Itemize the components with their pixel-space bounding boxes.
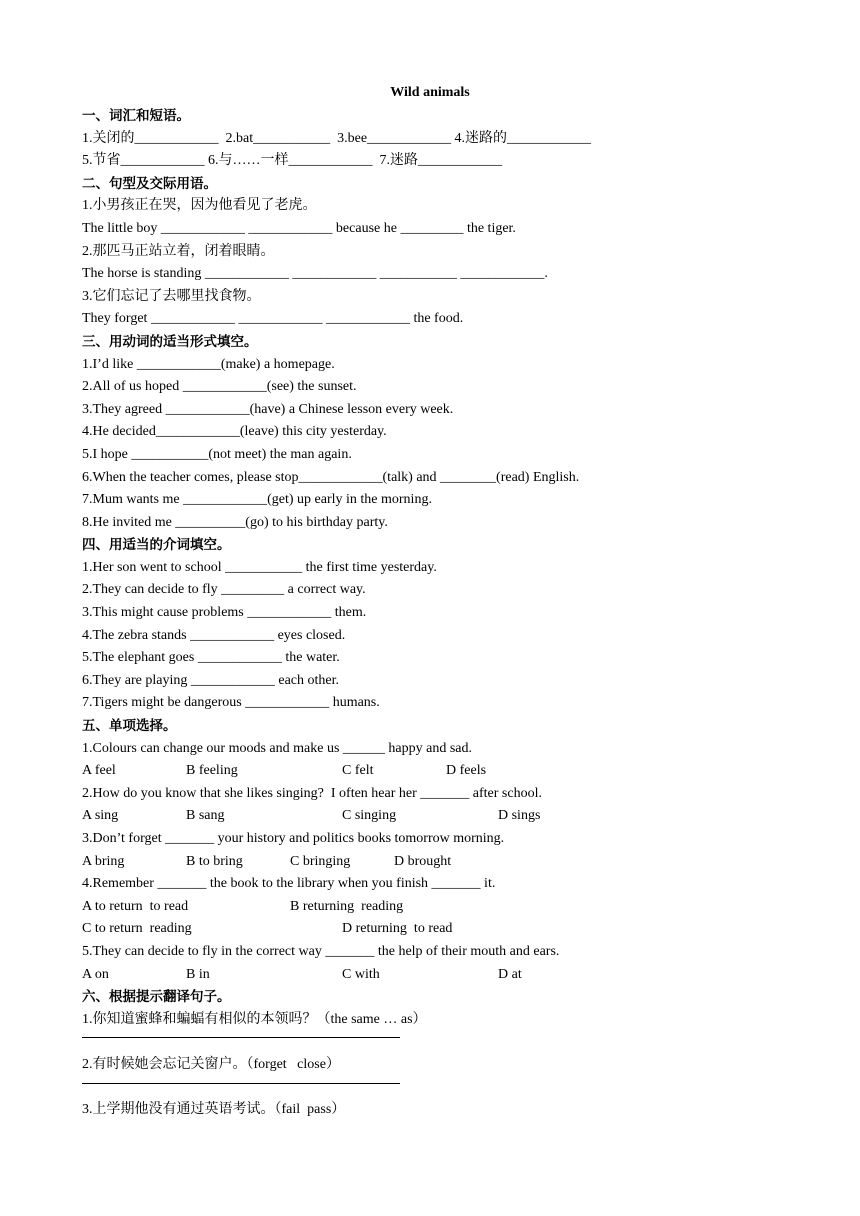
sentence-2-chinese: 2.那匹马正站立着，闭着眼睛。 <box>82 243 275 259</box>
verb-item: 5.I hope ___________(not meet) the man again. <box>82 446 352 462</box>
mc-question-4: 4.Remember _______ the book to the library when you finish _______ it. <box>82 876 496 892</box>
mc-options-4b <box>82 918 782 941</box>
preposition-item: 3.This might cause problems ____________ them. <box>82 605 367 621</box>
mc-option: D at <box>498 966 522 982</box>
mc-option: D sings <box>498 808 541 824</box>
mc-options-3 <box>82 851 782 874</box>
preposition-item: 6.They are playing ____________ each other. <box>82 672 339 688</box>
mc-option: C bringing <box>290 853 351 869</box>
page-title: Wild animals <box>390 85 470 100</box>
section-heading-sentences: 二、句型及交际用语。 <box>82 175 217 192</box>
mc-options-2 <box>82 805 782 828</box>
mc-option: C felt <box>342 763 374 779</box>
mc-option: A on <box>82 966 109 982</box>
mc-option: A bring <box>82 853 125 869</box>
sentence-1-chinese: 1.小男孩正在哭，因为他看见了老虎。 <box>82 198 317 214</box>
mc-option: A sing <box>82 808 119 824</box>
verb-item: 6.When the teacher comes, please stop____________(talk) and ________(read) English. <box>82 469 580 485</box>
mc-option: D feels <box>446 763 487 779</box>
verb-item: 4.He decided____________(leave) this city yesterday. <box>82 424 387 440</box>
verb-item: 1.I’d like ____________(make) a homepage. <box>82 356 335 372</box>
mc-option: D brought <box>394 853 452 869</box>
section-heading-verb-forms: 三、用动词的适当形式填空。 <box>82 333 258 350</box>
section-heading-multiple-choice: 五、单项选择。 <box>82 718 177 735</box>
mc-options-1 <box>82 760 782 783</box>
mc-option: C singing <box>342 808 397 824</box>
mc-option: D returning to read <box>342 921 453 937</box>
preposition-item: 5.The elephant goes ____________ the water. <box>82 650 340 666</box>
mc-option: A to return to read <box>82 898 189 914</box>
mc-option: C to return reading <box>82 921 192 937</box>
vocab-row-2: 5.节省____________ 6.与……一样____________ 7.迷路____________ <box>82 153 502 169</box>
mc-option: B returning reading <box>290 898 404 914</box>
section-heading-prepositions: 四、用适当的介词填空。 <box>82 537 231 554</box>
mc-option: C with <box>342 966 380 982</box>
sentence-3-chinese: 3.它们忘记了去哪里找食物。 <box>82 288 261 304</box>
mc-option: A feel <box>82 763 116 779</box>
mc-options-4a <box>82 896 782 919</box>
translation-prompt-3: 3.上学期他没有通过英语考试。（fail pass） <box>82 1102 346 1118</box>
mc-question-3: 3.Don’t forget _______ your history and politics books tomorrow morning. <box>82 831 505 846</box>
sentence-3-english: They forget ____________ ____________ ____________ the food. <box>82 311 464 327</box>
sentence-1-english: The little boy ____________ ____________ because he _________ the tiger. <box>82 220 516 236</box>
vocab-row-1: 1.关闭的____________ 2.bat___________ 3.bee____________ 4.迷路的____________ <box>82 130 592 146</box>
section-heading-vocabulary: 一、词汇和短语。 <box>82 108 190 124</box>
mc-options-5 <box>82 964 782 987</box>
verb-item: 2.All of us hoped ____________(see) the sunset. <box>82 379 357 395</box>
mc-question-2: 2.How do you know that she likes singing? I often hear her _______ after school. <box>82 785 542 801</box>
preposition-item: 1.Her son went to school ___________ the first time yesterday. <box>82 559 437 575</box>
translation-prompt-1: 1.你知道蜜蜂和蝙蝠有相似的本领吗？（the same … as） <box>82 1011 427 1027</box>
worksheet-content <box>82 105 782 1122</box>
verb-item: 7.Mum wants me ____________(get) up early in the morning. <box>82 492 432 508</box>
mc-question-5: 5.They can decide to fly in the correct way _______ the help of their mouth and ears. <box>82 943 560 959</box>
section-heading-translation: 六、根据提示翻译句子。 <box>82 989 231 1006</box>
translation-answer-line-2[interactable] <box>82 1077 782 1100</box>
sentence-2-english: The horse is standing ____________ ____________ ___________ ____________. <box>82 266 548 282</box>
mc-question-1: 1.Colours can change our moods and make us ______ happy and sad. <box>82 740 472 756</box>
mc-option: B feeling <box>186 763 238 779</box>
mc-option: B sang <box>186 808 225 824</box>
verb-item: 3.They agreed ____________(have) a Chinese lesson every week. <box>82 401 454 417</box>
translation-answer-line-1[interactable] <box>82 1031 782 1054</box>
translation-prompt-2: 2.有时候她会忘记关窗户。（forget close） <box>82 1056 340 1072</box>
mc-option: B to bring <box>186 853 243 869</box>
preposition-item: 7.Tigers might be dangerous ____________ humans. <box>82 695 380 711</box>
preposition-item: 2.They can decide to fly _________ a correct way. <box>82 582 366 598</box>
verb-item: 8.He invited me __________(go) to his birthday party. <box>82 514 388 530</box>
preposition-item: 4.The zebra stands ____________ eyes closed. <box>82 627 346 643</box>
mc-option: B in <box>186 966 210 982</box>
